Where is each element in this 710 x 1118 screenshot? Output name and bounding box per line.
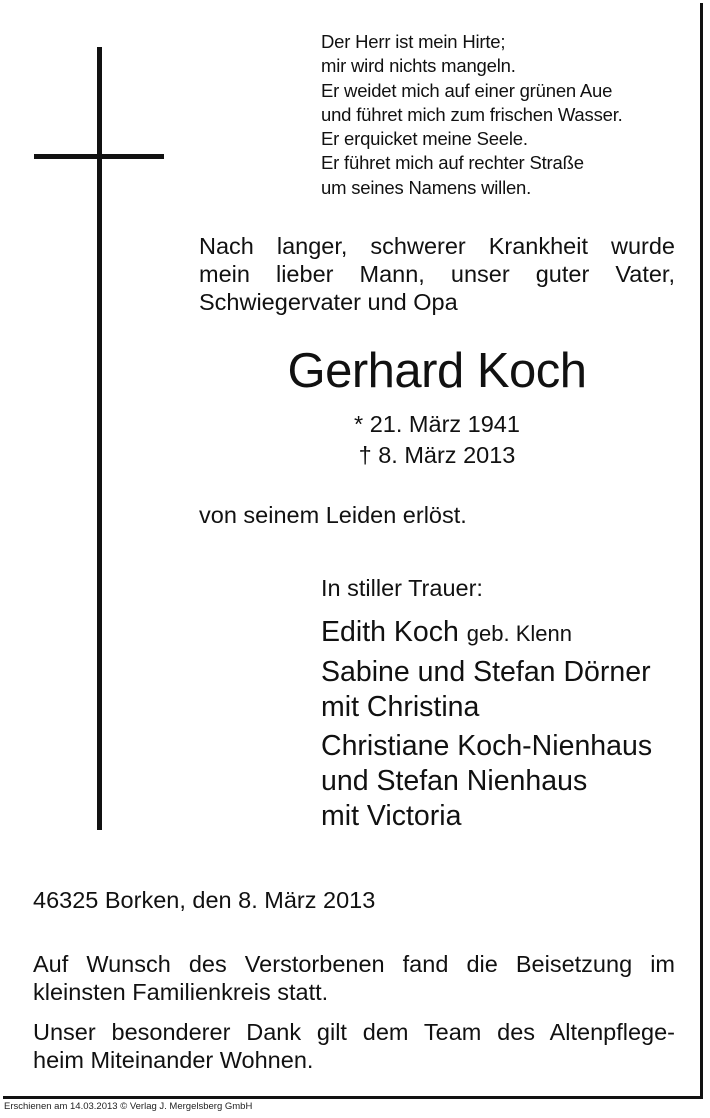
note-line: kleinsten Familienkreis statt. (33, 979, 329, 1005)
psalm-line: und führet mich zum frischen Wasser. (321, 103, 623, 125)
psalm-line: Er weidet mich auf einer grünen Aue (321, 79, 613, 101)
psalm-line: mir wird nichts mangeln. (321, 55, 516, 77)
family-group-wife (321, 615, 701, 651)
mourning-label: In stiller Trauer: (321, 575, 483, 601)
closing-notes (33, 950, 675, 1074)
publication-footer: Erschienen am 14.03.2013 © Verlag J. Mergelsberg GmbH (4, 1101, 253, 1112)
life-dates (199, 409, 675, 471)
wife-name: Edith Koch (321, 616, 459, 648)
family-line: Christiane Koch-Nienhaus (321, 730, 653, 762)
family-line: mit Victoria (321, 800, 462, 832)
intro-text (199, 232, 675, 316)
psalm-line: Der Herr ist mein Hirte; (321, 31, 506, 52)
psalm-line: Er erquicket meine Seele. (321, 128, 528, 150)
place-date: 46325 Borken, den 8. März 2013 (33, 887, 376, 913)
note-line: Auf Wunsch des Verstorbenen fand die Beisetzung im (33, 951, 675, 977)
deceased-name: Gerhard Koch (287, 344, 587, 398)
psalm-line: um seines Namens willen. (321, 176, 532, 198)
birth-date: * 21. März 1941 (354, 411, 520, 437)
psalm-verse (321, 30, 691, 200)
note-line: Unser besonderer Dank gilt dem Team des Altenpflege- (33, 1019, 675, 1045)
death-date: † 8. März 2013 (358, 442, 516, 468)
family-line: Sabine und Stefan Dörner (321, 656, 651, 688)
intro-line: Schwiegervater und Opa (199, 289, 458, 315)
family-group-daughter2 (321, 729, 701, 834)
note-line: heim Miteinander Wohnen. (33, 1047, 314, 1073)
psalm-line: Er führet mich auf rechter Straße (321, 152, 584, 174)
family-line: mit Christina (321, 691, 480, 723)
cross-vertical-bar (97, 47, 102, 830)
wife-maiden-name: geb. Klenn (466, 621, 572, 646)
intro-line: Nach langer, schwerer Krankheit wurde (199, 233, 675, 259)
intro-line: mein lieber Mann, unser guter Vater, (199, 261, 675, 287)
relief-text: von seinem Leiden erlöst. (199, 502, 467, 528)
family-list (321, 615, 701, 838)
family-group-daughter (321, 655, 701, 725)
cross-horizontal-bar (34, 154, 164, 159)
family-line: und Stefan Nienhaus (321, 765, 588, 797)
